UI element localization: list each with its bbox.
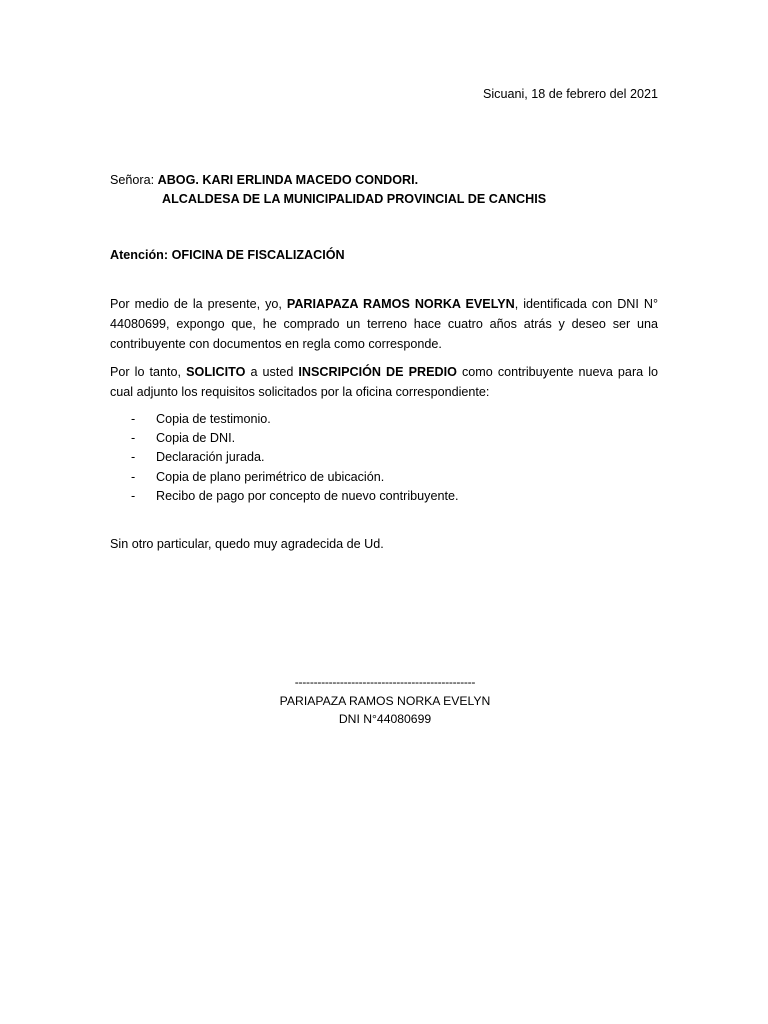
list-item [110, 429, 458, 448]
list-item [110, 487, 458, 506]
list-item-text: Copia de plano perimétrico de ubicación. [156, 469, 385, 484]
requirements-list [110, 410, 458, 506]
list-bullet: - [131, 469, 136, 484]
recipient-name: ABOG. KARI ERLINDA MACEDO CONDORI. [157, 173, 419, 187]
attention-label: Atención: [110, 248, 169, 262]
list-bullet: - [131, 412, 136, 426]
paragraph-1-text-b: , identificada con DNI N° 44080699, expongo que, he comprado un terreno hace cuatro años atrás y deseo ser una contribuyente con documentos en regla como corresponde. [110, 297, 658, 351]
attention-value: OFICINA DE FISCALIZACIÓN [171, 248, 345, 262]
applicant-name: PARIAPAZA RAMOS NORKA EVELYN [286, 297, 515, 311]
paragraph-1-text-a: Por medio de la presente, yo, [110, 297, 287, 311]
paragraph-2-text-b: a usted [245, 365, 299, 379]
list-bullet: - [131, 431, 136, 446]
recipient-title: ALCALDESA DE LA MUNICIPALIDAD PROVINCIAL DE CANCHIS [162, 192, 547, 206]
list-item-text: Copia de testimonio. [156, 412, 271, 426]
request-keyword: SOLICITO [186, 365, 246, 379]
signature-block [270, 673, 500, 729]
list-item-text: Declaración jurada. [156, 450, 265, 465]
recipient-block [110, 171, 546, 209]
list-bullet: - [131, 488, 136, 503]
attention-line [110, 248, 345, 262]
list-item-text: Copia de DNI. [156, 431, 236, 446]
list-item [110, 468, 458, 487]
recipient-line [110, 171, 546, 190]
paragraph-2-text-c: como contribuyente nueva para lo cual adjunto los requisitos solicitados por la oficina correspondiente: [110, 365, 659, 399]
salutation-label: Señora: [110, 173, 155, 187]
list-bullet: - [131, 450, 136, 465]
letter-date: Sicuani, 18 de febrero del 2021 [482, 87, 658, 101]
paragraph-2-text-a: Por lo tanto, [110, 365, 187, 379]
signature-rule: ------------------------------------------------ [294, 675, 476, 689]
list-item [110, 448, 458, 467]
list-item [110, 410, 458, 429]
signature-name: PARIAPAZA RAMOS NORKA EVELYN [279, 693, 491, 708]
request-subject: INSCRIPCIÓN DE PREDIO [298, 365, 457, 379]
list-item-text: Recibo de pago por concepto de nuevo contribuyente. [156, 488, 459, 503]
body-paragraph-1 [110, 294, 658, 354]
body-paragraph-2 [110, 362, 658, 402]
signature-dni: DNI N°44080699 [338, 712, 432, 726]
closing-line: Sin otro particular, quedo muy agradecida de Ud. [110, 537, 384, 551]
